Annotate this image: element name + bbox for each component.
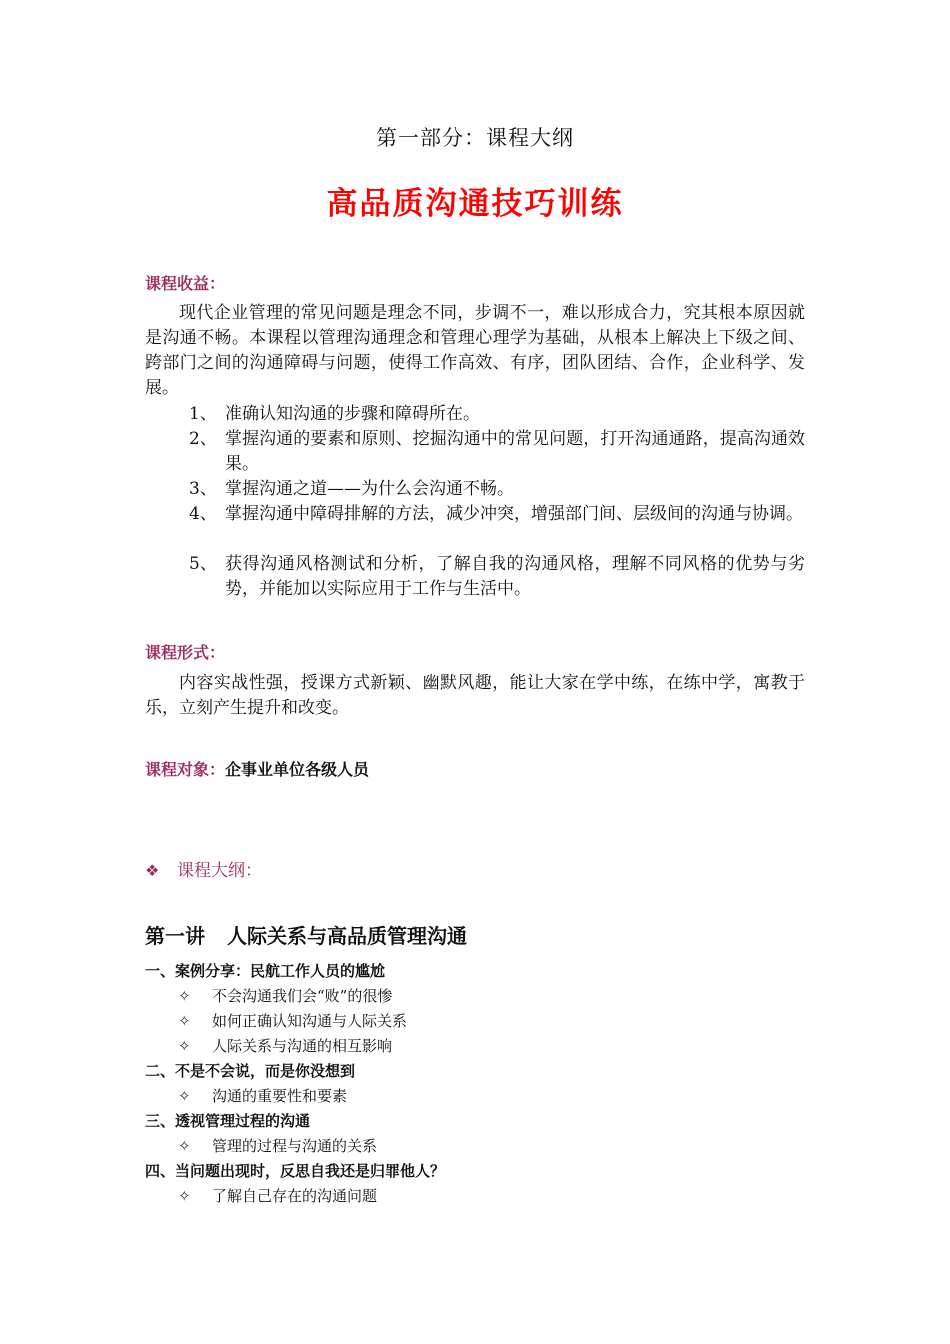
lecture-number: 第一讲 — [145, 924, 205, 948]
benefit-item — [145, 502, 805, 552]
star-bullet-icon: ✧ — [178, 1187, 191, 1205]
topic-heading: 一、案例分享：民航工作人员的尴尬 — [145, 962, 386, 980]
benefit-item — [145, 427, 805, 477]
part-title: 第一部分：课程大纲 — [376, 126, 574, 150]
sub-item-text: 人际关系与沟通的相互影响 — [212, 1037, 393, 1055]
sub-item-text: 沟通的重要性和要素 — [212, 1087, 348, 1105]
benefit-text: 掌握沟通之道——为什么会沟通不畅。 — [225, 479, 514, 499]
outline-heading — [145, 856, 262, 881]
benefit-number: 1、 — [189, 404, 217, 424]
diamond-bullet-icon: ❖ — [145, 861, 160, 880]
benefit-text: 掌握沟通的要素和原则、挖掘沟通中的常见问题，打开沟通通路，提高沟通效果。 — [225, 429, 805, 474]
lecture-heading — [145, 920, 467, 949]
topic-heading: 三、透视管理过程的沟通 — [145, 1112, 311, 1130]
sub-item — [178, 1035, 392, 1056]
star-bullet-icon: ✧ — [178, 1137, 191, 1155]
benefit-text: 掌握沟通中障碍排解的方法，减少冲突，增强部门间、层级间的沟通与协调。 — [225, 504, 803, 524]
lecture-title: 人际关系与高品质管理沟通 — [227, 924, 467, 948]
benefit-number: 4、 — [189, 504, 217, 524]
benefit-item — [145, 477, 805, 502]
sub-item-text: 如何正确认知沟通与人际关系 — [212, 1012, 408, 1030]
benefit-item — [145, 552, 805, 602]
format-text: 内容实战性强，授课方式新颖、幽默风趣，能让大家在学中练，在练中学，寓教于乐，立刻产生提升和改变。 — [145, 673, 805, 718]
outline-label: 课程大纲： — [177, 861, 262, 881]
sub-item — [178, 985, 392, 1006]
benefit-number: 5、 — [189, 554, 217, 574]
format-label: 课程形式： — [145, 643, 226, 662]
benefits-label: 课程收益： — [145, 274, 226, 293]
sub-item — [178, 1010, 407, 1031]
benefit-text: 获得沟通风格测试和分析，了解自我的沟通风格，理解不同风格的优势与劣势，并能加以实际应用于工作与生活中。 — [225, 554, 805, 599]
star-bullet-icon: ✧ — [178, 1012, 191, 1030]
audience-value: 企事业单位各级人员 — [225, 760, 370, 779]
sub-item — [178, 1085, 347, 1106]
star-bullet-icon: ✧ — [178, 1087, 191, 1105]
sub-item — [178, 1135, 377, 1156]
sub-item-text: 了解自己存在的沟通问题 — [212, 1187, 378, 1205]
star-bullet-icon: ✧ — [178, 987, 191, 1005]
benefit-text: 准确认知沟通的步骤和障碍所在。 — [225, 404, 480, 424]
sub-item-text: 管理的过程与沟通的关系 — [212, 1137, 378, 1155]
sub-item-text: 不会沟通我们会“败”的很惨 — [212, 987, 393, 1005]
course-title: 高品质沟通技巧训练 — [326, 186, 624, 222]
sub-item — [178, 1185, 377, 1206]
audience-line — [145, 757, 369, 780]
benefit-number: 3、 — [189, 479, 217, 499]
topic-heading: 四、当问题出现时，反思自我还是归罪他人？ — [145, 1162, 446, 1180]
topic-heading: 二、不是不会说，而是你没想到 — [145, 1062, 356, 1080]
benefit-item — [145, 402, 805, 427]
star-bullet-icon: ✧ — [178, 1037, 191, 1055]
audience-label: 课程对象： — [145, 760, 226, 779]
benefits-intro: 现代企业管理的常见问题是理念不同，步调不一，难以形成合力，究其根本原因就是沟通不畅。本课程以管理沟通理念和管理心理学为基础，从根本上解决上下级之间、跨部门之间的沟通障碍与问题，使得工作高效、有序，团队团结、合作，企业科学、发展。 — [145, 303, 805, 398]
benefit-number: 2、 — [189, 429, 217, 449]
